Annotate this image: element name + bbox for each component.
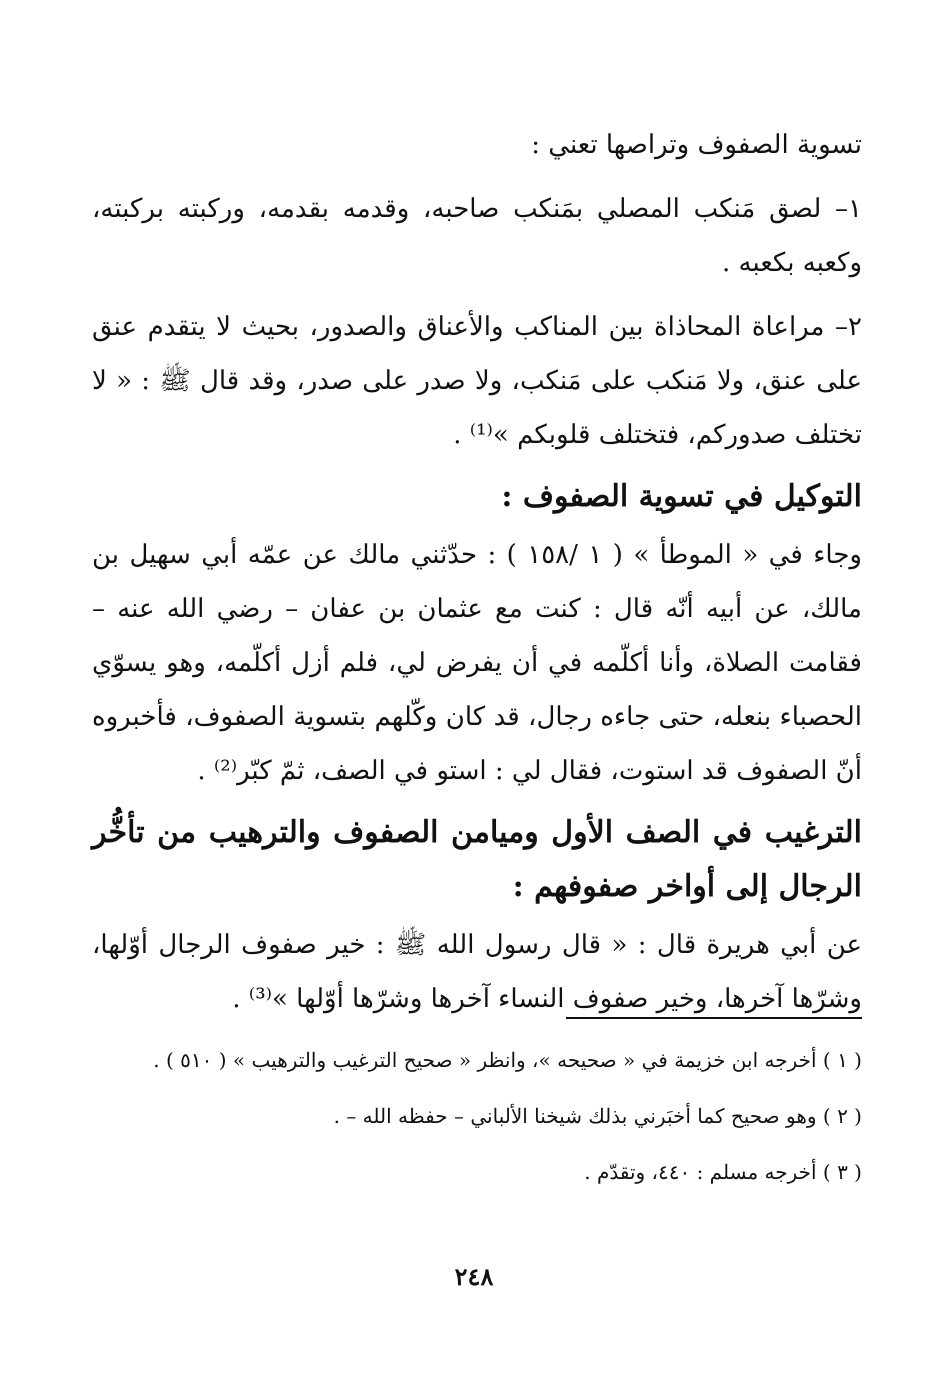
intro-line: تسوية الصفوف وتراصها تعني :: [531, 130, 862, 160]
footnote-2: ( ٢ ) وهو صحيح كما أخبَرني بذلك شيخنا الألباني – حفظه الله – .: [333, 1104, 862, 1128]
hadith-paragraph: عن أبي هريرة قال : « قال رسول الله ﷺ : خير صفوف الرجال أوّلها، وشرّها آخرها، وخير صفوف النساء آخرها وشرّها أوّلها »⁽³⁾ .: [92, 930, 862, 1014]
main-text: [92, 118, 862, 1026]
heading-first-row: الترغيب في الصف الأول وميامن الصفوف والترهيب من تأخُّر الرجال إلى أواخر صفوفهم :: [92, 815, 862, 904]
footnotes: [92, 1038, 862, 1206]
footnote-divider: [566, 1017, 862, 1019]
heading-delegation: التوكيل في تسوية الصفوف :: [501, 479, 862, 514]
footnote-3: ( ٣ ) أخرجه مسلم : ٤٤٠، وتقدّم .: [584, 1160, 862, 1184]
muwatta-paragraph: وجاء في « الموطأ » ( ١ /١٥٨ ) : حدّثني مالك عن عمّه أبي سهيل بن مالك، عن أبيه أنّه قال : كنت مع عثمان بن عفان – رضي الله عنه – فقامت الصلاة، وأنا أكلّمه في أن يفرض لي، فلم أزل أكلّمه، وهو يسوّي الحصباء بنعله، حتى جاءه رجال، قد كان وكّلهم بتسوية الصفوف، فأخبروه أنّ الصفوف قد استوت، فقال لي : استو في الصف، ثمّ كبّر⁽²⁾ .: [92, 540, 862, 786]
page-number: ٢٤٨: [454, 1262, 494, 1291]
point-2: ٢– مراعاة المحاذاة بين المناكب والأعناق والصدور، بحيث لا يتقدم عنق على عنق، ولا مَنكب على مَنكب، ولا صدر على صدر، وقد قال ﷺ : « لا تختلف صدوركم، فتختلف قلوبكم »⁽¹⁾ .: [92, 312, 862, 450]
point-1: ١– لصق مَنكب المصلي بمَنكب صاحبه، وقدمه بقدمه، وركبته بركبته، وكعبه بكعبه .: [92, 194, 862, 278]
footnote-1: ( ١ ) أخرجه ابن خزيمة في « صحيحه »، وانظر « صحيح الترغيب والترهيب » ( ٥١٠ ) .: [153, 1048, 862, 1072]
